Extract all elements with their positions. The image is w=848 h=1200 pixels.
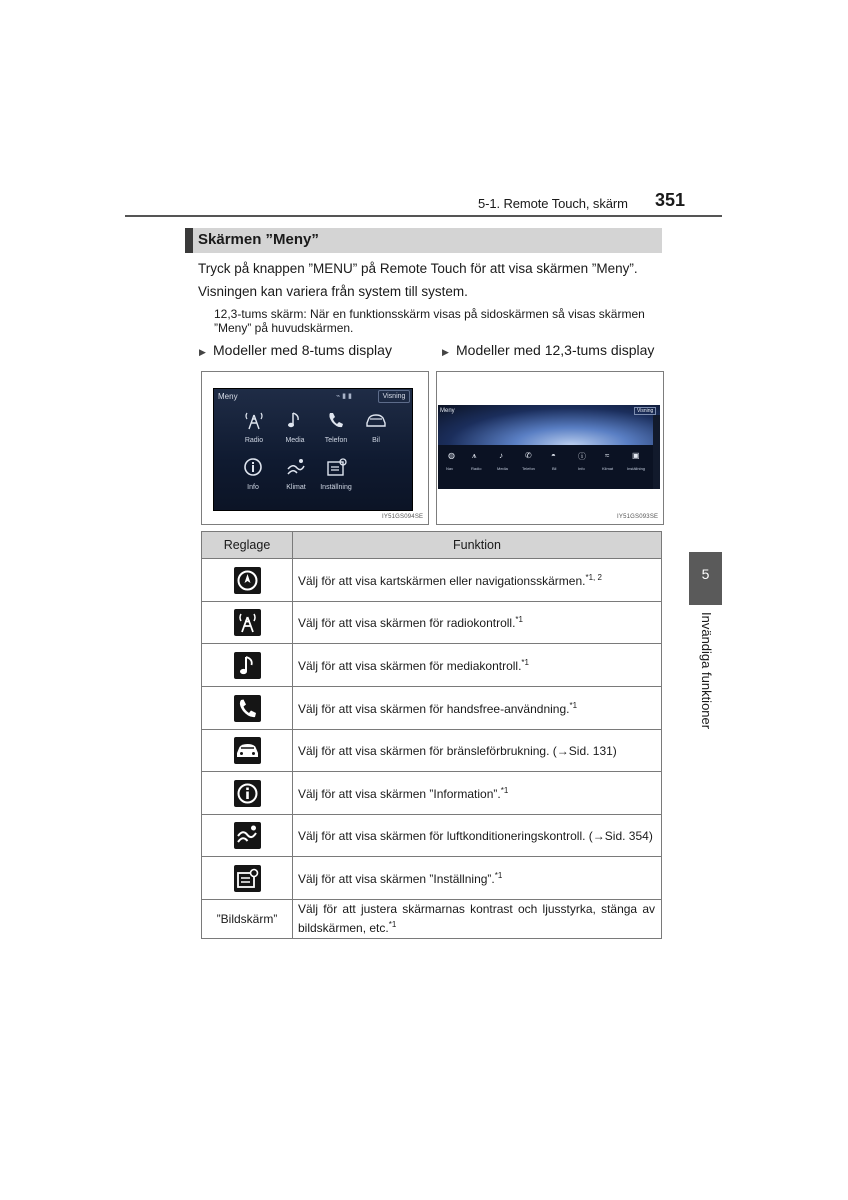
info-icon [243,457,263,477]
radio-label: Radio [471,466,482,471]
telefon-label: Telefon [324,437,348,444]
table-row [202,687,662,730]
settings-icon: ▣ [632,451,640,460]
col-header-funktion: Funktion [293,532,662,559]
settings-icon [234,865,261,892]
bildskarm-label: ”Bildskärm” [202,900,293,939]
climate-icon [234,822,261,849]
info-icon [234,780,261,807]
section-header: 5-1. Remote Touch, skärm [478,196,628,211]
intro-line-2: Visningen kan variera från system till system. [198,284,468,299]
row-text: Välj för att visa skärmen för bränsleförbrukning. (→Sid. 131) [293,730,662,772]
phone-icon [326,410,346,430]
table-row [202,644,662,687]
menu-screen-8in [213,388,413,511]
visning-button: Visning [634,407,656,415]
telefon-label: Telefon [522,466,535,471]
bullet-icon: ▶ [199,347,206,357]
bil-label: Bil [372,437,380,444]
installning-label: Inställning [627,466,646,471]
bullet-icon: ▶ [442,347,449,357]
music-note-icon [234,652,261,679]
klimat-label: Klimat [602,466,614,471]
row-text: Välj för att visa skärmen för luftkonditioneringskontroll. (→Sid. 354) [293,815,662,857]
row-text: Välj för att visa skärmen för mediakontroll.$^{*1}$ [293,644,662,687]
navigation-icon [234,567,261,594]
phone-icon: ✆ [525,451,532,460]
bil-label: Bil [552,466,557,471]
table-row [202,815,662,857]
nav-label: Nav [446,466,454,471]
menu-screen-12in [438,405,660,489]
table-header-row [202,532,662,559]
radio-tower-icon [234,609,261,636]
row-text: Välj för att justera skärmarnas kontrast och ljusstyrka, stänga av bildskärmen, etc.$^{*1}$ [293,900,662,939]
model-12-heading: Modeller med 12,3-tums display [456,342,655,358]
table-row [202,730,662,772]
row-text: Välj för att visa skärmen för handsfree-användning.$^{*1}$ [293,687,662,730]
figure-code: IY51GS093SE [617,514,659,520]
table-row [202,900,662,939]
car-icon: ◓ [551,451,556,460]
section-title: Skärmen ”Meny” [198,231,319,248]
visning-button: Visning [378,390,410,403]
klimat-label: Klimat [286,484,306,491]
table-row [202,602,662,644]
figure-code: IY51GS094SE [382,514,424,520]
controls-table [201,531,662,939]
side-strip [653,415,660,489]
status-icons: ⌁ ▮ ▮ [336,393,352,400]
music-note-icon: ♪ [499,451,503,460]
intro-line-1: Tryck på knappen ”MENU” på Remote Touch för att visa skärmen ”Meny”. [198,261,638,276]
radio-tower-icon [243,410,265,430]
radio-tower-icon: ⩚ [472,451,477,460]
navigation-icon: ◍ [448,451,455,460]
row-text: Välj för att visa kartskärmen eller navigationsskärmen.$^{*1, 2}$ [293,559,662,602]
table-row [202,772,662,815]
climate-icon [285,457,307,477]
car-icon [365,411,387,429]
phone-icon [234,695,261,722]
table-row [202,559,662,602]
row-text: Välj för att visa skärmen ”Inställning”.$^{*1}$ [293,857,662,900]
menu-title: Meny [218,392,238,401]
note-line-2: ”Meny” på huvudskärmen. [214,321,354,335]
section-title-marker [185,228,193,253]
installning-label: Inställning [320,484,352,491]
media-label: Media [497,466,508,471]
row-text: Välj för att visa skärmen för radiokontroll.$^{*1}$ [293,602,662,644]
note-line-1: 12,3-tums skärm: När en funktionsskärm visas på sidoskärmen så visas skärmen [214,307,645,321]
chapter-label: Invändiga funktioner [699,612,714,730]
menu-title: Meny [440,408,455,414]
table-row [202,857,662,900]
model-8-heading: Modeller med 8-tums display [213,342,392,358]
info-label: Info [247,484,259,491]
row-text: Välj för att visa skärmen ”Information”.$^{*1}$ [293,772,662,815]
climate-icon: ≈ [605,451,610,460]
media-label: Media [285,437,305,444]
music-note-icon [285,410,305,430]
chapter-tab: 5 [689,552,722,605]
header-rule [125,215,722,217]
settings-icon [326,457,348,477]
info-icon: ⓘ [578,452,586,461]
col-header-reglage: Reglage [202,532,293,559]
car-icon [234,737,261,764]
radio-label: Radio [244,437,264,444]
info-label: Info [578,466,585,471]
page-number: 351 [655,190,686,210]
